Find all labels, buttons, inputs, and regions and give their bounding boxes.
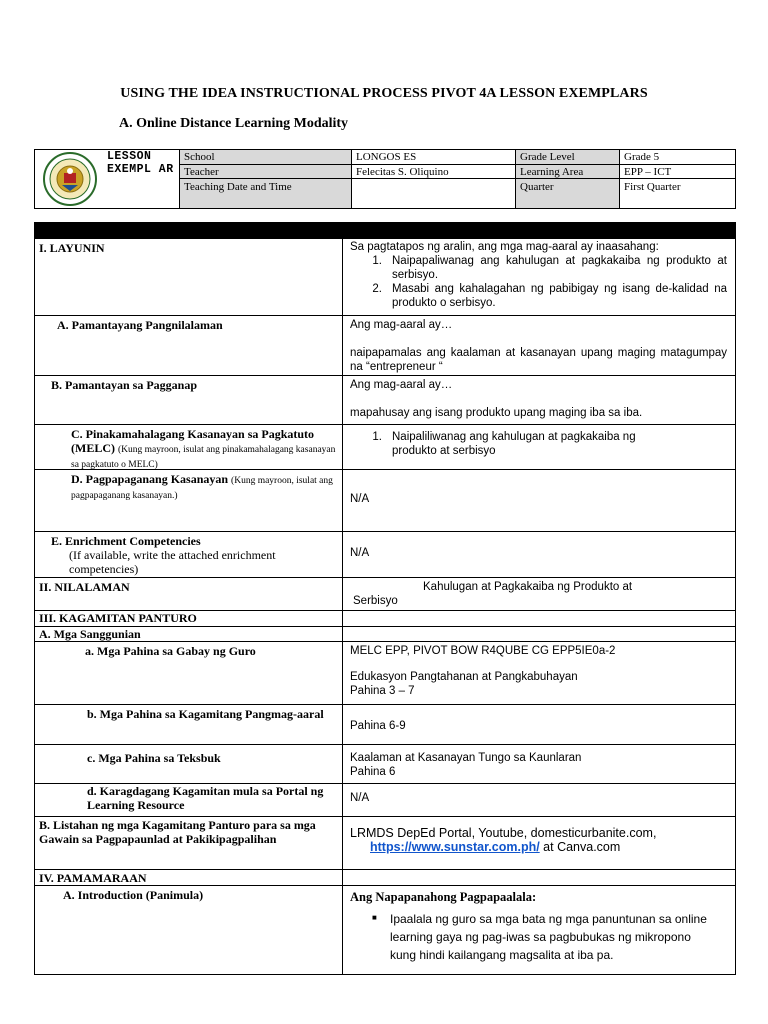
pamantayang-line-1: Ang mag-aaral ay… — [350, 319, 453, 331]
teksbuk-line-2: Pahina 6 — [350, 766, 396, 778]
table-row-nilalaman — [35, 577, 735, 610]
listahan-after-link: at Canva.com — [539, 840, 621, 854]
listahan-label: B. Listahan ng mga Kagamitang Panturo para sa mga Gawain sa Pagpapaunlad at Pakikipagpalihan — [35, 817, 343, 869]
table-row-listahan — [35, 816, 735, 869]
document-title: USING THE IDEA INSTRUCTIONAL PROCESS PIVOT 4A LESSON EXEMPLARS — [120, 86, 648, 101]
kagamitan-label: III. KAGAMITAN PANTURO — [35, 611, 343, 626]
layunin-item-2: Masabi ang kahalagahan ng pabibigay ng isang de-kalidad na produkto o serbisyo. — [392, 283, 727, 309]
school-seal-icon — [38, 151, 102, 207]
gabay-line-3: Pahina 3 – 7 — [350, 685, 415, 697]
pagpapaganang-note: (Kung mayroon, isulat ang pagpapaganang kasanayan.) — [71, 476, 333, 501]
introduction-bullet: Ipaalala ng guro sa mga bata ng mga panuntunan sa online learning gaya ng pag-iwas sa pagbubukas ng mikropono kung hindi kailangang magsalita at iba pa. — [390, 912, 707, 962]
modality-heading: A. Online Distance Learning Modality — [119, 116, 349, 131]
layunin-label: I. LAYUNIN — [35, 239, 343, 315]
table-row-karagdagang — [35, 783, 735, 816]
lesson-exemplar-label: LESSON EXEMPL AR — [107, 150, 174, 176]
gabay-line-1: MELC EPP, PIVOT BOW R4QUBE CG EPP5IE0a-2 — [350, 645, 616, 657]
pagganap-label: B. Pamantayan sa Pagganap — [35, 376, 343, 424]
teacher-value: Felecitas S. Oliquino — [351, 164, 515, 178]
layunin-item-number: 2. — [372, 283, 382, 295]
quarter-value: First Quarter — [619, 178, 736, 208]
table-row-pamamaraan — [35, 869, 735, 885]
table-row-pagganap — [35, 375, 735, 424]
teksbuk-label: c. Mga Pahina sa Teksbuk — [35, 745, 343, 783]
pagpapaganang-label: D. Pagpapaganang Kasanayan — [71, 472, 229, 486]
pamamaraan-label: IV. PAMAMARAAN — [35, 870, 343, 885]
lesson-plan-table — [34, 222, 736, 975]
gabay-label: a. Mga Pahina sa Gabay ng Guro — [35, 642, 343, 704]
school-label: School — [179, 149, 351, 164]
teaching-date-value — [351, 178, 515, 208]
table-row-pagpapaganang — [35, 469, 735, 531]
introduction-heading: Ang Napapanahong Pagpapaalala: — [350, 890, 537, 904]
table-row-kagamitan — [35, 610, 735, 626]
melc-item-number: 1. — [372, 431, 382, 443]
table-row-pangmag — [35, 704, 735, 744]
table-row-gabay — [35, 641, 735, 704]
sunstar-link[interactable]: https://www.sunstar.com.ph/ — [370, 840, 540, 854]
nilalaman-value: Kahulugan at Pagkakaiba ng Produkto at Serbisyo — [353, 581, 633, 607]
teaching-date-label: Teaching Date and Time — [179, 178, 351, 208]
learning-area-label: Learning Area — [515, 164, 619, 178]
teksbuk-line-1: Kaalaman at Kasanayan Tungo sa Kaunlaran — [350, 752, 582, 764]
sanggunian-label: A. Mga Sanggunian — [35, 627, 343, 641]
table-row-layunin — [35, 238, 735, 315]
karagdagang-value: N/A — [350, 792, 370, 804]
nilalaman-label: II. NILALAMAN — [35, 578, 343, 610]
pagganap-line-1: Ang mag-aaral ay… — [350, 379, 453, 391]
pangmag-value: Pahina 6-9 — [350, 720, 406, 732]
table-row-melc — [35, 424, 735, 469]
teacher-label: Teacher — [179, 164, 351, 178]
quarter-label: Quarter — [515, 178, 619, 208]
pamantayang-line-2: naipapamalas ang kaalaman at kasanayan upang maging matagumpay na “entrepreneur “ — [350, 347, 727, 373]
pagganap-line-2: mapahusay ang isang produkto upang maging iba sa iba. — [350, 407, 643, 419]
melc-item: Naipaliliwanag ang kahulugan at pagkakaiba ng produkto at serbisyo — [392, 431, 636, 457]
pamantayang-label: A. Pamantayang Pangnilalaman — [35, 316, 343, 375]
layunin-intro: Sa pagtatapos ng aralin, ang mga mag-aaral ay inaasahang: — [350, 241, 659, 253]
grade-level-label: Grade Level — [515, 149, 619, 164]
square-bullet-icon: ■ — [372, 913, 377, 922]
header-grid — [179, 149, 736, 209]
layunin-item-number: 1. — [372, 255, 382, 267]
layunin-item-1: Naipapaliwanag ang kahulugan at pagkakaiba ng produkto at serbisyo. — [392, 255, 727, 281]
introduction-label: A. Introduction (Panimula) — [35, 886, 343, 974]
table-row-enrichment — [35, 531, 735, 577]
enrichment-label: E. Enrichment Competencies — [51, 534, 201, 548]
table-row-pamantayang — [35, 315, 735, 375]
grade-level-value: Grade 5 — [619, 149, 736, 164]
table-row-introduction — [35, 885, 735, 974]
table-header-bar — [35, 223, 735, 238]
melc-note: (Kung mayroon, isulat ang pinakamahalagang kasanayan sa pagkatuto o MELC) — [71, 445, 336, 470]
learning-area-value: EPP – ICT — [619, 164, 736, 178]
karagdagang-label: d. Karagdagang Kagamitan mula sa Portal ng Learning Resource — [35, 784, 343, 816]
school-value: LONGOS ES — [351, 149, 515, 164]
melc-label: C. Pinakamahalagang Kasanayan sa Pagkatuto (MELC) — [71, 427, 315, 455]
table-row-teksbuk — [35, 744, 735, 783]
pangmag-label: b. Mga Pahina sa Kagamitang Pangmag-aaral — [35, 705, 343, 744]
listahan-line-1: LRMDS DepEd Portal, Youtube, domesticurbanite.com, — [350, 826, 657, 840]
table-row-sanggunian — [35, 626, 735, 641]
enrichment-value: N/A — [350, 547, 370, 559]
gabay-line-2: Edukasyon Pangtahanan at Pangkabuhayan — [350, 671, 578, 683]
enrichment-note: (If available, write the attached enrichment competencies) — [69, 548, 276, 576]
lesson-header-table — [34, 149, 736, 209]
pagpapaganang-value: N/A — [350, 493, 370, 505]
